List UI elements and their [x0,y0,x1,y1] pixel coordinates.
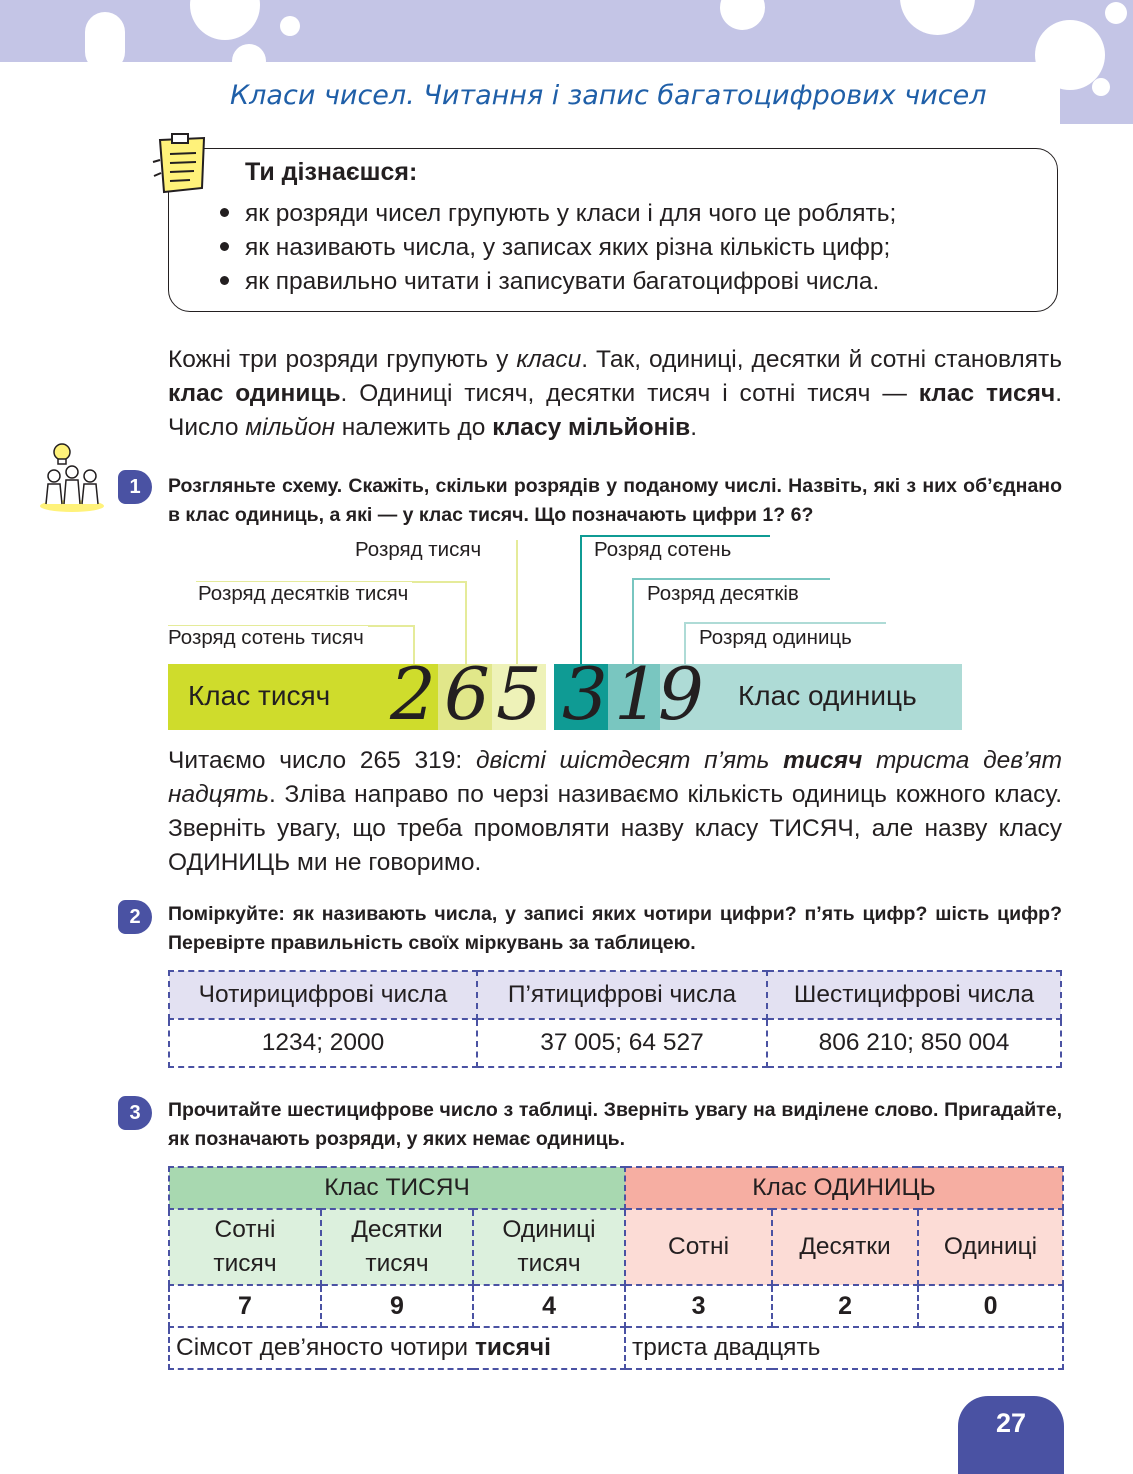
rank-cell: Одиниці [918,1209,1063,1285]
rank-text: тисяч [365,1250,429,1277]
leader-line [580,535,770,537]
bullet-icon [220,276,229,285]
intro-bold: класу мільйонів [492,414,691,441]
rank-cell [321,1209,473,1285]
leader-line [632,578,830,580]
leader-line [580,535,582,664]
class-units-label: Клас одиниць [738,680,917,711]
task-text: Розгляньте схему. Скажіть, скільки розрядів у поданому числі. Назвіть, які з них об’єднано в клас одиниць, а які — у клас тисяч. Що позначають цифри 1? 6? [168,475,1062,526]
intro-italic: класи [516,346,582,373]
learn-item [220,234,890,262]
reading-text: Сімсот дев’яносто чотири [176,1334,475,1361]
task-text: Поміркуйте: як називають числа, у записі яких чотири цифри? п’ять цифр? шість цифр? Перевірте правильність своїх міркувань за таблицею. [168,903,1062,954]
intro-text: Кожні три розряди групують у [168,346,517,373]
rank-text: Сотні [214,1216,276,1243]
learn-item-text: як розряди чисел групують у класи і для чого це роблять; [245,200,897,227]
label-tens: Розряд десятків [643,582,803,606]
page-title: Класи чисел. Читання і запис багатоцифрових чисел [230,80,987,111]
table-cell: 37 005; 64 527 [477,1019,767,1067]
decor-bubble [1092,78,1110,96]
table-cell: 1234; 2000 [169,1019,477,1067]
digit-cell: 4 [473,1285,625,1327]
rank-row [169,1209,1063,1285]
rank-cell: Десятки [772,1209,918,1285]
learn-item-text: як правильно читати і записувати багатоцифрові числа. [245,268,880,295]
intro-bold: клас тисяч [918,380,1056,407]
task-number: 1 [118,470,152,504]
class-units-cell: Клас ОДИНИЦЬ [625,1167,1063,1209]
decor-bubble [1105,2,1127,24]
table-header-cell: П’ятицифрові числа [477,971,767,1019]
digit: 6 [444,652,490,736]
intro-text: належить до [334,414,493,441]
label-units: Розряд одиниць [695,626,856,650]
intro-text: . Число [168,380,1063,441]
digit: 1 [614,652,660,736]
class-row [169,1167,1063,1209]
table-row [169,1019,1061,1067]
learn-item-text: як називають числа, у записах яких різна кількість цифр; [245,234,891,261]
intro-paragraph [168,343,1062,445]
digit-cell: 7 [169,1285,321,1327]
bullet-icon [220,208,229,217]
digit: 2 [390,652,436,736]
page-number: 27 [995,1408,1027,1438]
intro-text: . Одиниці тисяч, десятки тисяч і сотні тисяч — [340,380,919,407]
reading-text: . Зліва направо по черзі називаємо кількість одиниць кожного класу. Зверніть увагу, що треба промовляти назву класу ТИСЯЧ, але назву класу ОДИНИЦЬ ми не говоримо. [168,781,1062,876]
learn-item [220,200,896,228]
intro-text: . Так, одиниці, десятки й сотні становлять [581,346,1062,373]
digit-cell: 3 [625,1285,772,1327]
reading-units-cell: триста двадцять [625,1327,1063,1369]
reading-italic: двісті шістдесят п’ять [475,747,784,774]
decor-bubble [85,12,125,72]
task-number: 2 [118,900,152,934]
rank-cell [169,1209,321,1285]
learn-item [220,268,879,296]
digit-cell: 2 [772,1285,918,1327]
reading-paragraph [168,744,1062,880]
digit: 9 [658,652,704,736]
label-thousands: Розряд тисяч [351,538,485,562]
rank-cell [473,1209,625,1285]
bullet-icon [220,242,229,251]
reading-thousands-cell [169,1327,625,1369]
class-thousands-label: Клас тисяч [188,680,331,711]
table-header-cell: Шестицифрові числа [767,971,1061,1019]
rank-cell: Сотні [625,1209,772,1285]
label-hundreds: Розряд сотень [590,538,735,562]
class-thousands-cell: Клас ТИСЯЧ [169,1167,625,1209]
reading-row [169,1327,1063,1369]
intro-italic: мільйон [245,414,335,441]
leader-line [684,622,886,624]
decor-bubble [232,44,266,78]
decor-bubble [280,16,300,36]
table-header-cell: Чотирицифрові числа [169,971,477,1019]
rank-text: тисяч [213,1250,277,1277]
reading-italic: триста дев’ят надцять [168,747,1062,808]
reading-text: Читаємо число 265 319: [168,747,476,774]
notepad-icon [150,132,212,196]
table-cell: 806 210; 850 004 [767,1019,1061,1067]
reading-bold: тисячі [474,1334,551,1361]
reading-bold-italic: тисяч [783,747,863,774]
digits-count-table [168,970,1062,1068]
rank-text: Десятки [351,1216,443,1243]
digit-row [169,1285,1063,1327]
intro-text: . [690,414,698,441]
rank-text: тисяч [517,1250,581,1277]
digit: 3 [562,652,608,736]
digit-cell: 9 [321,1285,473,1327]
task-text: Прочитайте шестицифрове число з таблиці. Зверніть увагу на виділене слово. Пригадайте, як позначають розряди, у яких немає одиниць. [168,1099,1062,1150]
place-value-table [168,1166,1064,1370]
leader-line [516,540,518,664]
digit: 5 [496,652,542,736]
learn-heading: Ти дізнаєшся: [245,158,418,186]
label-hundred-thousands: Розряд сотень тисяч [164,626,368,650]
group-work-icon [36,440,108,514]
digit-cell: 0 [918,1285,1063,1327]
task-number: 3 [118,1096,152,1130]
label-ten-thousands: Розряд десятків тисяч [194,582,412,606]
table-header-row [169,971,1061,1019]
intro-bold: клас одиниць [168,380,341,407]
rank-text: Одиниці [502,1216,596,1243]
